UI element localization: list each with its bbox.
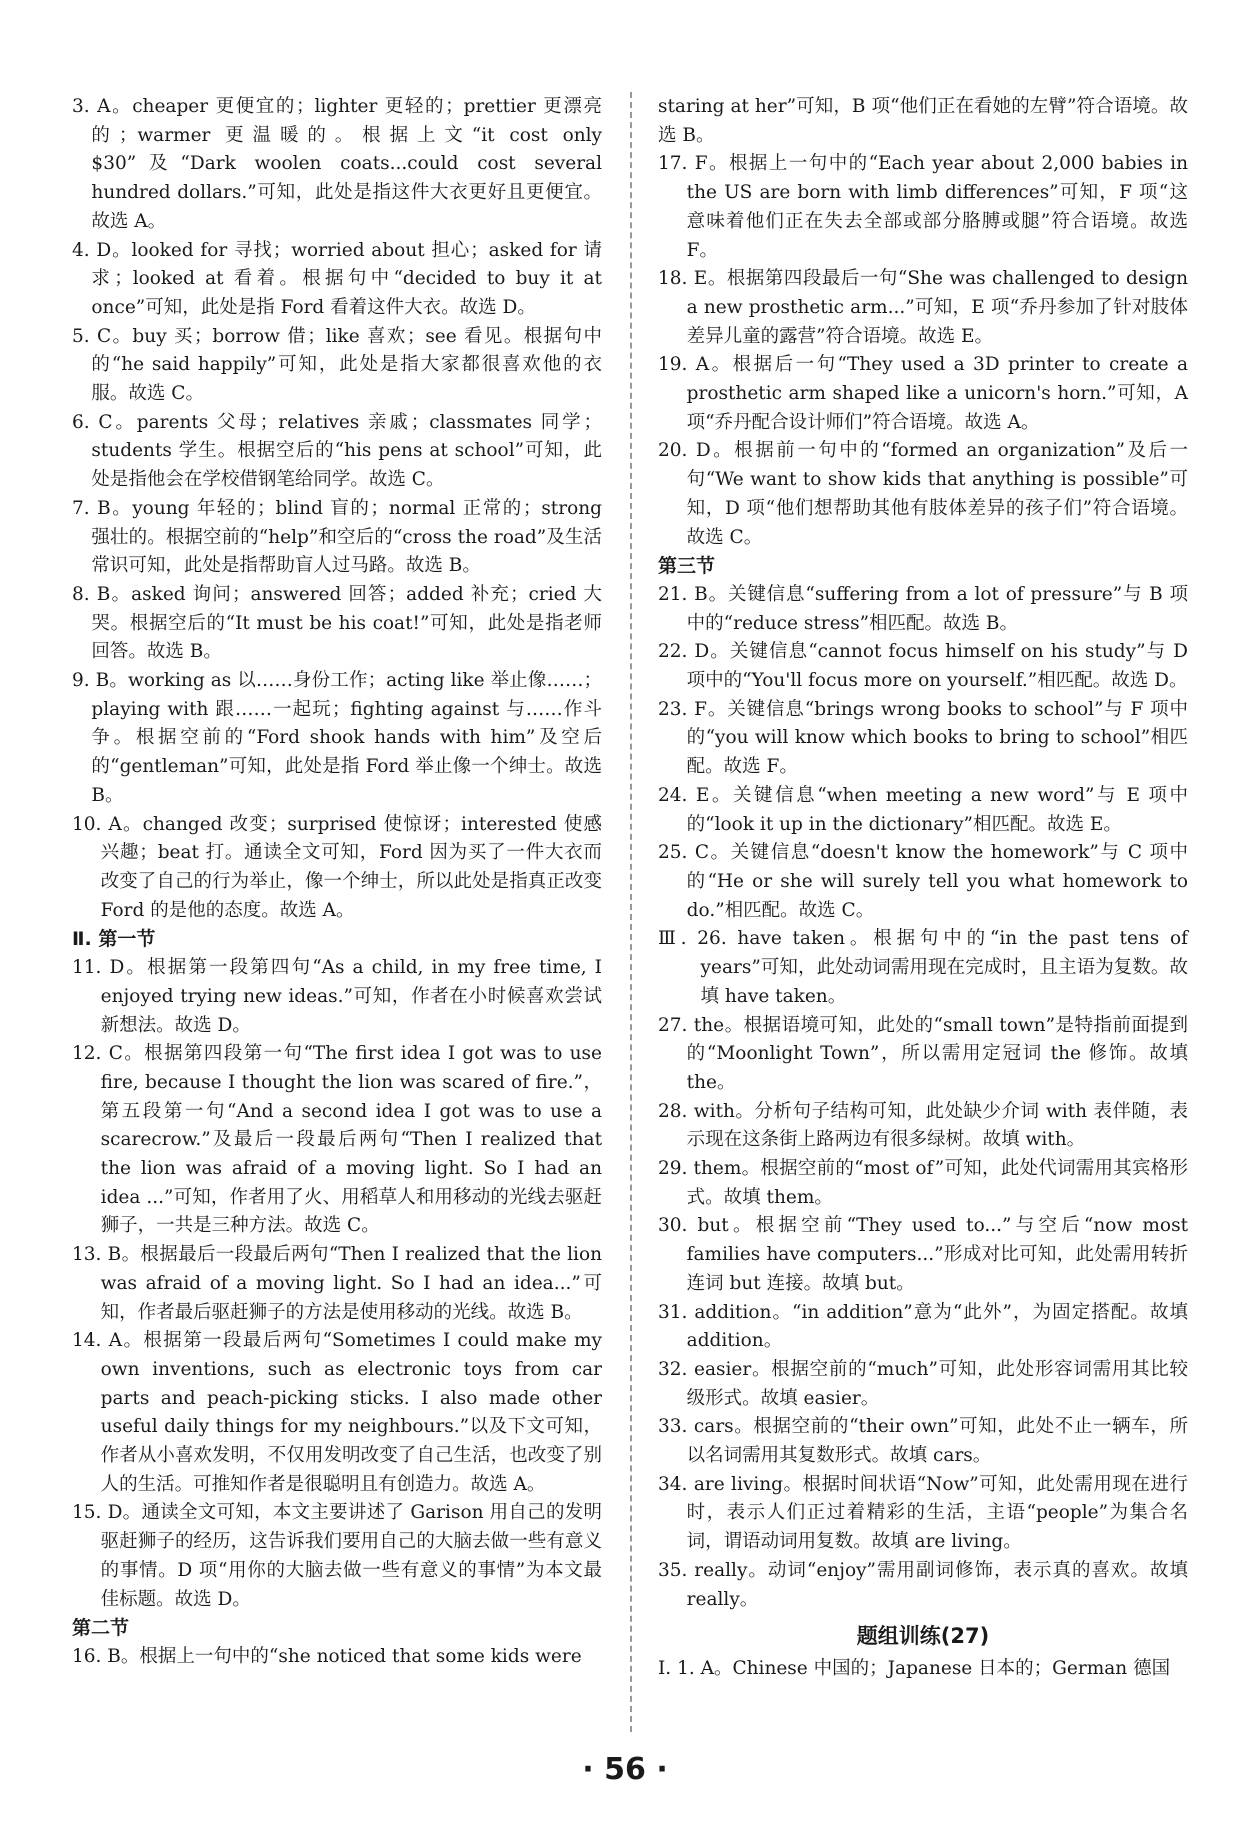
answer-5: 5. C。buy 买；borrow 借；like 喜欢；see 看见。根据句中的“he said happily”可知，此处是指大家都很喜欢他的衣服。故选 C。 [72,325,602,405]
answer-29: 29. them。根据空前的“most of”可知，此处代词需用其宾格形式。故填 them。 [658,1158,1188,1208]
exercise-27-answer-1: Ⅰ. 1. A。Chinese 中国的；Japanese 日本的；German 德国 [658,1657,1171,1679]
section-2-heading [72,925,602,954]
answer-16: 16. B。根据上一句中的“she noticed that some kids were [72,1645,582,1667]
answer-6: 6. C。parents 父母；relatives 亲戚；classmates 同学；students 学生。根据空后的“his pens at school”可知，此处是指他会在学校借钢笔给同学。故选 C。 [72,411,602,491]
answer-11: 11. D。根据第一段第四句“As a child, in my free time, I enjoyed trying new ideas.”可知，作者在小时候喜欢尝试新想法。故选 D。 [72,957,602,1036]
answer-21: 21. B。关键信息“suffering from a lot of pressure”与 B 项中的“reduce stress”相匹配。故选 B。 [658,583,1188,634]
answer-7: 7. B。young 年轻的；blind 盲的；normal 正常的；strong 强壮的。根据空前的“help”和空后的“cross the road”及生活常识可知，此处是指帮助盲人过马路。故选 B。 [72,497,602,577]
section-3-heading: 第三节 [658,555,716,578]
right-column [658,93,1188,1684]
answer-15: 15. D。通读全文可知，本文主要讲述了 Garison 用自己的发明驱赶狮子的经历，这告诉我们要用自己的大脑去做一些有意义的事情。D 项“用你的大脑去做一些有意义的事情”为本文最佳标题。故选 D。 [72,1502,602,1610]
answer-28: 28. with。分析句子结构可知，此处缺少介词 with 表伴随，表示现在这条街上路两边有很多绿树。故填 with。 [658,1100,1188,1151]
answer-17: 17. F。根据上一句中的“Each year about 2,000 babies in the US are born with limb differences”可知，F 项“这意味着他们正在失去全部或部分胳膊或腿”符合语境。故选 F。 [658,153,1188,261]
section-2-roman: Ⅱ. [72,928,92,951]
section-2-part-1: 第一节 [98,928,156,951]
answer-10: 10. A。changed 改变；surprised 使惊讶；interested 使感兴趣；beat 打。通读全文可知，Ford 因为买了一件大衣而改变了自己的行为举止，像一个绅士，所以此处是指真正改变 Ford 的是他的态度。故选 A。 [72,813,602,921]
answer-3: 3. A。cheaper 更便宜的；lighter 更轻的；prettier 更漂亮的；warmer 更温暖的。根据上文“it cost only $30”及“Dark woolen coats...could cost several hundred dollars.”可知，此处是指这件大衣更好且更便宜。故选 A。 [72,96,602,232]
answer-24: 24. E。关键信息“when meeting a new word”与 E 项中的“look it up in the dictionary”相匹配。故选 E。 [658,784,1188,835]
answer-19: 19. A。根据后一句“They used a 3D printer to create a prosthetic arm shaped like a unicorn's horn.”可知，A 项“乔丹配合设计师们”符合语境。故选 A。 [658,354,1188,433]
answer-18: 18. E。根据第四段最后一句“She was challenged to design a new prosthetic arm...”可知，E 项“乔丹参加了针对肢体差异儿童的露营”符合语境。故选 E。 [658,268,1188,347]
answer-4: 4. D。looked for 寻找；worried about 担心；asked for 请求；looked at 看着。根据句中“decided to buy it at once”可知，此处是指 Ford 看着这件大衣。故选 D。 [72,239,602,318]
answer-12: 12. C。根据第四段第一句“The first idea I got was to use fire, because I thought the lion was scared of fire.”，第五段第一句“And a second idea I got was to use a scarecrow.”及最后一段最后两句“Then I realized that the lion was afraid of a moving light. So I had an idea ...”可知，作者用了火、用稻草人和用移动的光线去驱赶狮子，一共是三种方法。故选 C。 [72,1043,602,1237]
left-column [72,93,602,1672]
section-2-part-2-heading: 第二节 [72,1617,130,1640]
column-divider [630,92,632,1732]
answer-32: 32. easier。根据空前的“much”可知，此处形容词需用其比较级形式。故填 easier。 [658,1358,1188,1409]
answer-26: Ⅲ. 26. have taken。根据句中的“in the past tens of years”可知，此处动词需用现在完成时，且主语为复数。故填 have taken。 [658,928,1188,1007]
answer-35: 35. really。动词“enjoy”需用副词修饰，表示真的喜欢。故填 really。 [658,1559,1188,1610]
answer-25: 25. C。关键信息“doesn't know the homework”与 C 项中的“He or she will surely tell you what homework to do.”相匹配。故选 C。 [658,842,1188,921]
answer-22: 22. D。关键信息“cannot focus himself on his study”与 D 项中的“You'll focus more on yourself.”相匹配。故选 D。 [658,641,1188,692]
page-number: · 56 · [582,1752,668,1787]
answer-31: 31. addition。“in addition”意为“此外”，为固定搭配。故填 addition。 [658,1301,1188,1352]
answer-20: 20. D。根据前一句中的“formed an organization”及后一句“We want to show kids that anything is possible”可知，D 项“他们想帮助其他有肢体差异的孩子们”符合语境。故选 C。 [658,440,1188,548]
answer-9: 9. B。working as 以……身份工作；acting like 举止像……；playing with 跟……一起玩；fighting against 与……作斗争。根据空前的“Ford shook hands with him”及空后的“gentleman”可知，此处是指 Ford 举止像一个绅士。故选 B。 [72,670,602,806]
exercise-group-title: 题组训练(27) [856,1624,990,1649]
answer-34: 34. are living。根据时间状语“Now”可知，此处需用现在进行时，表示人们正过着精彩的生活，主语“people”为集合名词，谓语动词用复数。故填 are living。 [658,1473,1188,1553]
answer-33: 33. cars。根据空前的“their own”可知，此处不止一辆车，所以名词需用其复数形式。故填 cars。 [658,1416,1188,1467]
answer-16-continued: staring at her”可知，B 项“他们正在看她的左臂”符合语境。故选 B。 [658,96,1188,146]
answer-27: 27. the。根据语境可知，此处的“small town”是特指前面提到的“Moonlight Town”，所以需用定冠词 the 修饰。故填 the。 [658,1014,1188,1093]
answer-30: 30. but。根据空前“They used to...”与空后“now most families have computers...”形成对比可知，此处需用转折连词 but 连接。故填 but。 [658,1215,1188,1294]
answer-13: 13. B。根据最后一段最后两句“Then I realized that the lion was afraid of a moving light. So I had an idea...”可知，作者最后驱赶狮子的方法是使用移动的光线。故选 B。 [72,1244,602,1323]
answer-23: 23. F。关键信息“brings wrong books to school”与 F 项中的“you will know which books to bring to school”相匹配。故选 F。 [658,698,1188,778]
answer-8: 8. B。asked 询问；answered 回答；added 补充；cried 大哭。根据空后的“It must be his coat!”可知，此处是指老师回答。故选 B。 [72,583,602,663]
answer-14: 14. A。根据第一段最后两句“Sometimes I could make my own inventions, such as electronic toys from car parts and peach-picking sticks. I also made other useful daily things for my neighbours.”以及下文可知，作者从小喜欢发明，不仅用发明改变了自己生活，也改变了别人的生活。可推知作者是很聪明且有创造力。故选 A。 [72,1330,602,1495]
